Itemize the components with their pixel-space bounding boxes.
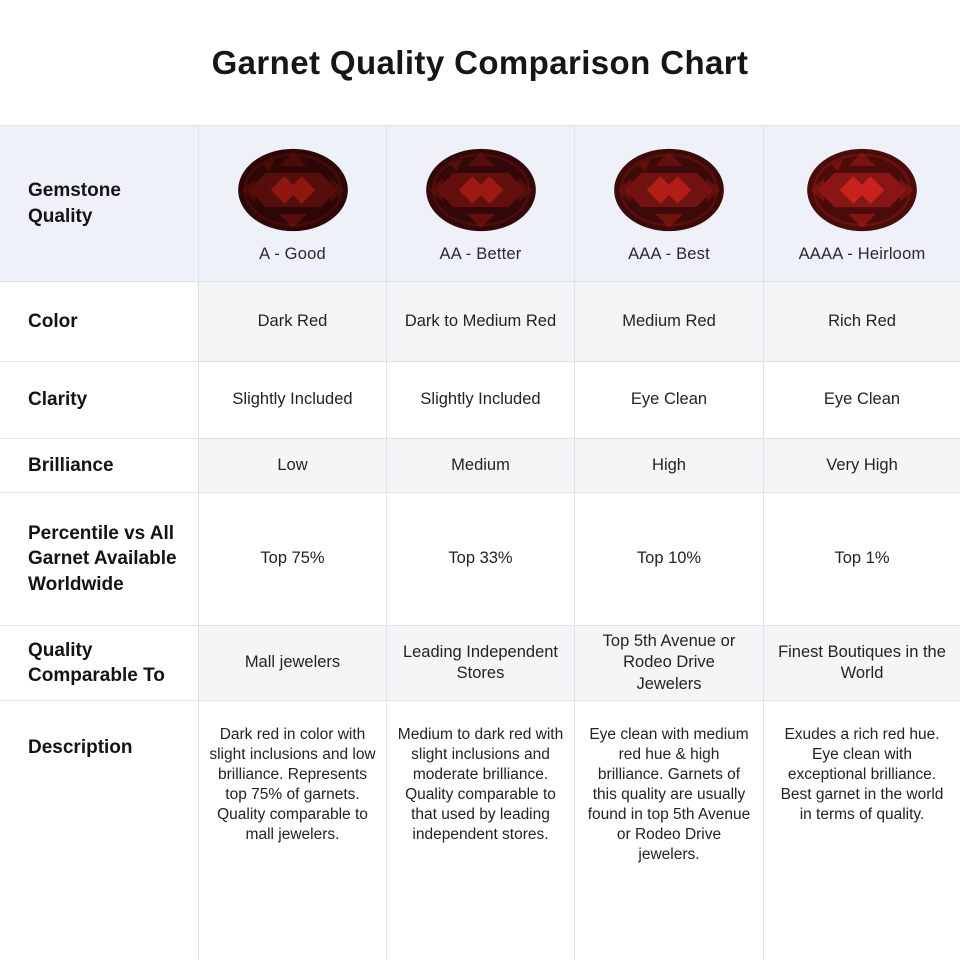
row-label-percentile: Percentile vs All Garnet Available Worldwide (0, 493, 199, 626)
cell-brilliance-aa: Medium (387, 439, 575, 493)
cell-brilliance-a: Low (199, 439, 387, 493)
gemstone-quality-label: Gemstone Quality (28, 180, 121, 227)
cell-comparable-a: Mall jewelers (199, 626, 387, 701)
cell-comparable-aaa: Top 5th Avenue or Rodeo Drive Jewelers (575, 626, 764, 701)
cell-percentile-a: Top 75% (199, 493, 387, 626)
cell-percentile-aa: Top 33% (387, 493, 575, 626)
title-bar (0, 0, 960, 125)
grade-column-header-aaa (575, 126, 764, 282)
cell-color-aaaa: Rich Red (764, 282, 960, 362)
cell-comparable-aa: Leading Independent Stores (387, 626, 575, 701)
cell-comparable-aaaa: Finest Boutiques in the World (764, 626, 960, 701)
grade-label: AAA - Best (628, 244, 710, 263)
garnet-gem-icon (421, 144, 541, 236)
cell-description-a: Dark red in color with slight inclusions and low brilliance. Represents top 75% of garnets. Quality comparable to mall jewelers. (199, 701, 387, 960)
row-label-brilliance: Brilliance (0, 439, 199, 493)
cell-brilliance-aaaa: Very High (764, 439, 960, 493)
grade-label: A - Good (259, 244, 326, 263)
cell-clarity-aaa: Eye Clean (575, 362, 764, 439)
row-label-quality-comparable: Quality Comparable To (0, 626, 199, 701)
row-label-clarity: Clarity (0, 362, 199, 439)
grade-column-header-a (199, 126, 387, 282)
grade-label: AAAA - Heirloom (798, 244, 926, 263)
grade-column-header-aa (387, 126, 575, 282)
cell-color-aaa: Medium Red (575, 282, 764, 362)
page-title: Garnet Quality Comparison Chart (211, 43, 749, 81)
cell-brilliance-aaa: High (575, 439, 764, 493)
garnet-gem-icon (233, 144, 353, 236)
grade-column-header-aaaa (764, 126, 960, 282)
cell-color-a: Dark Red (199, 282, 387, 362)
row-label-color: Color (0, 282, 199, 362)
garnet-gem-icon (609, 144, 729, 236)
cell-description-aaa: Eye clean with medium red hue & high brilliance. Garnets of this quality are usually found in top 5th Avenue or Rodeo Drive jewelers. (575, 701, 764, 960)
garnet-gem-icon (802, 144, 922, 236)
gemstone-quality-header-cell (0, 126, 199, 282)
comparison-table (0, 125, 960, 960)
row-label-description: Description (0, 701, 199, 960)
cell-clarity-aa: Slightly Included (387, 362, 575, 439)
cell-description-aa: Medium to dark red with slight inclusions and moderate brilliance. Quality comparable to that used by leading independent stores. (387, 701, 575, 960)
cell-clarity-aaaa: Eye Clean (764, 362, 960, 439)
grade-label: AA - Better (439, 244, 522, 263)
cell-percentile-aaaa: Top 1% (764, 493, 960, 626)
cell-percentile-aaa: Top 10% (575, 493, 764, 626)
cell-clarity-a: Slightly Included (199, 362, 387, 439)
cell-color-aa: Dark to Medium Red (387, 282, 575, 362)
cell-description-aaaa: Exudes a rich red hue. Eye clean with exceptional brilliance. Best garnet in the world in terms of quality. (764, 701, 960, 960)
